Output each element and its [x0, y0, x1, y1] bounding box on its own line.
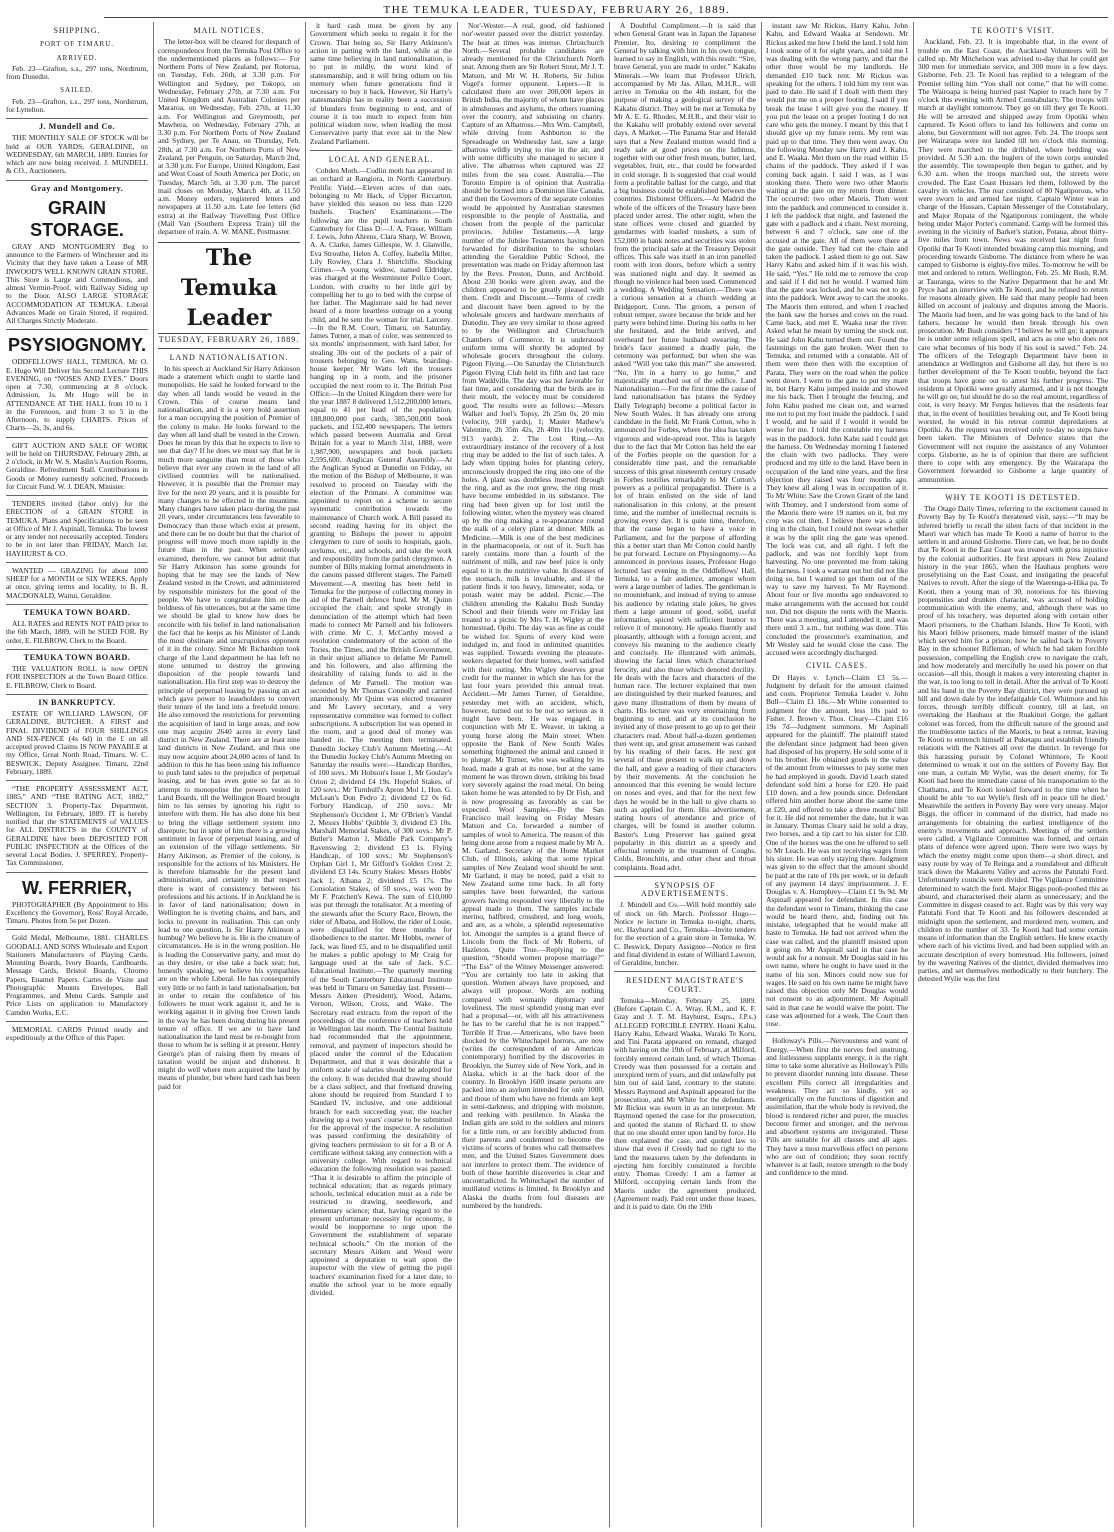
column-te-kooti	[918, 22, 1108, 1527]
bankruptcy-heading: IN BANKRUPTCY.	[38, 697, 116, 707]
court-heading: RESIDENT MAGISTRATE'S COURT.	[625, 976, 745, 994]
property-tax-ad: “THE PROPERTY ASSESSMENT ACT, 1885,” AND “THE RATING ACT, 1882,” SECTION 3. Property-Tax Department, Wellington, 1st February, 1889. IT is hereby notified that the STATEMENTS of VALUES for ALL DISTRICTS in the COUNTY of GERALDINE have been DEPOSITED FOR PUBLIC INSPECTION at the Offices of the several Local Bodies. J. SPERREY, Property-Tax Commissioner.	[6, 784, 148, 868]
physiognomy-heading: PSYSIOGNOMY.	[7, 335, 147, 356]
column-court	[614, 22, 756, 1527]
page-masthead: THE TEMUKA LEADER, TUESDAY, FEBRUARY 26, 1889.	[383, 4, 731, 16]
divider	[6, 649, 148, 650]
civil-cases-text: Dr Hayes v. Lynch—Claim £3 5s.—Judgment by default for the amount claimed and costs. Proprietor Temuka Leader v. John Bull—Claim £1 18s.—Mr White consented to judgment for the amount, less 10s paid to Fisher. J. Brown v. Thos. Cleary—Claim £16 19s 7d—Judgment summons. Mr Aspinall appeared for the plaintiff. The plaintiff stated the defendant since judgment had been given had disposed of his property. He sold some of it to his brother. He obtained goods to the value of the amount from witnesses to pay some men he had employed in goods. David Leach stated defendant sold him a horse for £20. He paid £10 down, and a few pounds since. Defendant offered him another horse about the same time at £20, and offered to take a three months' bill for it. He did not remember the date, but it was in January. Thomas Cleary said he sold a dray, two horses, and a tip cart to his sister for £30. One of the horses was the one he offered to sell to Mr Leach. He was not receiving wages from his sister. He was only staying there. Judgment was given to the effect that the amount should be paid at the rate of 10s per week, or in default of any payment 14 days' imprisonment. J. F. Douglas v. A. Humphrey—Claim £1 9s 9d. Mr Aspinall appeared for defendant. In this case the defendant went to Timaru, thinking the case would be heard there, and, finding out his mistake, telegraphed that he would make all haste to Temuka. He had not arrived when the case was called, and the plaintiff insisted upon it going on. Mr Aspinall said in that case he would ask for a nonsuit. Mr Douglas said in his own name, where he ought to have sued in the name of his son. Minors could now sue for wages. He said on his own name he might have raised this objection only Mr Douglas would not consent to an adjournment. Mr Aspinall said in that case he would waive the point. The case was adjourned for a week. The Court then rose.	[766, 672, 908, 1028]
ferrier-heading: W. FERRIER,	[21, 877, 132, 898]
wanted-ad: WANTED — GRAZING for about 1000 SHEEP for a MONTH or SIX WEEKS. Apply at once, giving terms and locality, to B. R. MACDONALD, Waitui, Geraldine.	[6, 565, 148, 600]
leader-continuation: it hard cash must be given by any Government which seeks to regain it for the Crown. That being so, Sir Harry Atkinson's action in parting with the land, while at the same time believing in land nationalisation, is to put in mildly, the worst kind of statesmanship, and it will bring odium on his memory when future generations find it necessary to buy it back. However, Sir Harry's statesmanship has in reality been a succession of blunders from beginning to end, and of course it is too much to expect from him political wisdom now, when leading the most Conservative party that ever sat in the New Zealand Parliament.	[310, 22, 452, 146]
news-items-text: Nor'-Wester.—A real, good, old fashioned nor'-wester passed over the district yesterday. The heat at times was intense. Christchurch North.—Several probable candidates are already mentioned for the Christchurch North seat. Among them are Sir Robert Stout, Mr J. T. Matson, and Mr W. H. Roberts, Sir Julius Vogel's former opponent. Lepers.—It is calculated there are over 200,000 lepers in British India, the majority of whom have places in almshouses and asylums, the others roaming over the country, and subsisting on charity. Capture of an Albatross.—Mrs Wm. Campbell, while driving from Ashburton to the Spreadeagle on Wednesday last, saw a large albatross wildly trying to rise in the air, and with some difficulty she managed to secure it alive. The albatross when captured was 22 miles from the sea coast. Australia.—The Toronto Empire is of opinion that Australia should be formed into a Dominion like Canada, and then the Governors of the separate colonies would be appointed by Australian statesmen responsible to the people of Australia, and chosen from the people of the particular provinces. Jubilee Testaments.—A large number of the Jubilee Testaments having been forwarded for distribution to the scholars attending the Geraldine Public School, the presentation was made on Friday afternoon last by the Revs. Preston, Dunn, and Archbold. About 230 books were given away, and the children appeared to be greatly pleased with them. Credit and Discount.—Terms of credit and discount have been agreed to by the wholesale grocers and hardware merchants of Dunedin. They are very similar to those agreed to by the Wellington and Christchurch Chambers of Commerce. It is understood uniform terms will shortly be adopted by wholesale grocers throughout the colony. Pigeon Flying.—On Saturday the Christchurch Pigeon Flying Club held its fifth and last race from Waddville. The day was not favorable for fast time, and considering that the birds are in their moult, the velocity must be considered good. The results were as follows:—Messrs Walker and Joel's Topsy, 2h 25m 0s, 20 min (velocity, 918 yards), 1; Master Mathew's Valentine, 2h 35m 42s, 2h 40m 11s (velocity, 913 yards), 2. The Lost Ring.—An extraordinary instance of the recovery of a lost ring may be added to the list of such tales. A lady when tipping holes for planting celery, unconsciously dropped the ring into one of the holes. A plant was doubtless inserted through the ring, and as the root grew, the ring must have become embedded in its substance. The ring had been given up for lost until the following winter, when the mystery was cleared up by the ring making a re-appearance round the stalk of a celery plant at dinner. Milk as Medicine.—Milk is one of the best medicines in the pharmacopoeia, or out of it. Such has rarely contains more than a fourth of the nutriment of milk, and raw beef juice is only equal to it in the nutritive value. In diseases of the stomach, milk is invaluable, and if the patient finds it too heavy, limewater, soda, or potash water may be added. Picnic.—The children attending the Kakahu Bush Sunday School and their friends were on Friday last treated to a picnic by Mrs T. H. Wigley at the homestead, Opihi. The day was as fine as could be wished for. Sports of every kind were indulged in, and food in unlimited quantities was supplied. Towards evening the pleasure-seekers departed for their homes, well satisfied with their outing. Mrs Wigley deserves great credit for the manner in which she has for the last four years provided this annual treat. Accident.—Mr James Turner, of Geraldine, yesterday met with an accident, which, however, turned out to be not so serious as it might have been. He was engaged, in conjunction with Mr E. Weaver, in taking a young horse along the Main street. When opposite the Bank of New South Wales something frightened the animal and caused it to plunge. Mr Turner, who was walking by its head, made a grab at its nose, but at the same moment he was thrown down, striking his head very severely against the road metal. On being taken home he was attended to by Dr Fish, and is now progressing as favorably as can be expected. Wool Samples.—By the San Francisco mail leaving on Friday Messrs Matson and Co. forwarded a number of samples of wool to America. The reason of this being done arose from a request made by Mr A. M. Garland, Secretary of the Home Market Club, of Illinois, asking that some typical samples of New Zealand wool should be sent. Mr Garland, it may be noted, paid a visit to New Zealand some time back. In all forty samples have been forwarded, the various growers having responded very liberally to the appeal made to them. The samples include merino, halfbred, crossbred, and long wools, and are, as a whole, a splendid representative lot. Amongst the samples is a grand fleece of Lincoln from the flock of Mr Roberts, of Hazleton. Quite True.—Replying to the question, “Should women propose marriage?” “The Ess” of the Witney Messenger answered: “You are certainly too late in asking that question. Women always have proposed, and always will propose. Words are nothing compared with womanly diplomacy and loveliness. The most splendid young man ever had a proposal—or, with all his attractiveness he has to be careful that he is not trapped.” Terrible If True.—Americans, who have been shocked by the Whitechapel horrors, are now (writes the correspondent of an American contemporary) horrified by the discoveries in Brooklyn, the Surrey side of New York, and in Alaska, which is at the back door of the country. In Brooklyn 1600 insane persons are packed into an asylum intended for only 1000, and those of them who have no friends are kept in semi-darkness, and dripping with moisture, and reeking with pestilence. In Alaska the Indian girls are sold to the soldiers and miners for a little rum, or are forcibly abducted from their parents and condemned to become the victims of scores of brutes who call themselves men, and the United States Government does not interfere to protect them. The evidence of both of these horrible discoveries is clear and uncontradicted. In Whitechapel the number of mutilated victims is limited. In Brooklyn and Alaska the deaths from foul diseases are numbered by the hundreds.	[462, 22, 604, 1210]
tenders-ad: TENDERS invited (labor only) for the ERECTION of a GRAIN STORE in TEMUKA. Plans and Specifications to be seen at Office of Mr J. Aspinall, Temuka. The lowest or any tender not necessarily accepted. Tenders to be in not later than FRIDAY, March 1st. HAYHURST & CO.	[6, 499, 148, 558]
divider	[6, 329, 148, 330]
physiognomy-ad: ODDFELLOWS' HALL, TEMUKA. Mr O. E. Hugo Will Deliver his Second Lecture THIS EVENING, on “NOSES AND EYES.” Doors open at 7.30, commencing at 8 o'clock. Admission, 1s. Mr Hugo will be in ATTENDANCE AT THE HALL from 10 to 1 in the Forenoon, and from 3 to 5 in the Afternoon, to supply CHARTS. Prices of Charts—2s, 3s, and 6s.	[6, 357, 148, 433]
column-advertisements	[6, 22, 148, 1527]
civil-cases-heading: CIVIL CASES.	[806, 661, 868, 671]
sailing-entry: Feb. 23—Grafton, s.s., 297 tons, Nordstrum, for Lyttelton.	[6, 96, 148, 114]
column-rule	[609, 22, 610, 1527]
arrival-entry: Feb. 23—Grafton, s.s., 297 tons, Nordtrum, from Dunedin.	[6, 63, 148, 81]
column-rule	[457, 22, 458, 1527]
column-rule	[913, 22, 914, 1527]
mail-notices-heading: MAIL NOTICES.	[193, 26, 265, 35]
leader-article: In his speech at Auckland Sir Harry Atkinson made a statement which ought to startle land monopolists. He said he looked forward to the day when all lands would be vested in the Crown. This of course means land nationalisation, and it is a very bold assertion for a man occupying the position of Premier of the colony to make. He looks forward to the day when all land shall be vested in the Crown. Does he mean by this that he expects to live to see that day? If he does we must say that he is much more sanguine than most of those who believe that ever any crown in the land of all civilised countries will be nationalised. However, it is possible that the Premier may live for the next 20 years, and it is possible for many changes to be effected in the meantime. Many changes have taken place during the past 20 years, under circumstances less favorable to Democracy than those which exist at present, and there can be no doubt but that the chariot of progress will move much more rapidly in the future than in the past. When seriously examined, therefore, we cannot but admit that Sir Harry Atkinson has some grounds for hoping that he may see the lands of New Zealand vested in the Crown, and administered by responsible ministers for the good of the people. We have to congratulate him on the boldness of his utterances, but at the same time we should be glad to know how does he reconcile with his belief in land nationalisation the fact that he keeps as his Minister of Lands the most obstinate and unscrupulous opponent of it in the colony. Since Mr Richardson took charge of the Land department he has left no stone unturned to destroy the growing disposition of the people towards land nationalisation. His first step was to destroy the principle of perpetual leasing by passing an act which gave power to leaseholders to convert their tenure of the land into a freehold tenure. He also removed the restrictions for preventing the acquisition of land in large areas, and now one may acquire 2640 acres in every land district in New Zealand. There are at least nine land districts in New Zealand, and thus one may now acquire about 24,000 acres of land. In addition to this he has been using his influence to push land sales to the prejudice of perpetual leasing, and he has even gone so far as to attempt to monopolise the powers vested in Land Boards, till the Wellington Board brought him to his senses by ignoring his right to interfere with them. He has also done his best to bring the village settlement system into disrepute; but in spite of him there is a growing sentiment in favor of perpetual leasing, and of an extension of the village settlements. Sir Harry Atkinson, as Premier of the colony, is responsible for the actions of his Ministers. He is therefore blameable for the present land administration, and certainly in that respect there is want of consistency between his professions and his actions. If in Auckland he is in favor of land nationalisation; down in Wellington he is riveting chains, and bars, and locks to prevent its realisation. This can only lead to one question, Is Sir Harry Atkinson a humbug? We believe he is. He is the creature of circumstances. He is in the wrong position. He is leading the Conservative party, and must do as they desire, or else take a back seat; but, honestly speaking, we believe his sympathies are on the whole Liberal. He has consequently very little or no faith in land nationalisation, but in order to retain the confidence of his followers he must work against it, and he is working against it in giving free Crown lands in the way he has been doing during his present tenure of office. If we are to have land nationalisation the land must be re-bought from those to whom he is selling it at present. Henry George's plan of raising them by means of taxation would be unjust and dishonest. It might do well where men acquired the land by means of plunder, but where hard cash has been paid for	[158, 363, 300, 1091]
grain-storage-heading: GRAIN STORAGE.	[30, 197, 124, 240]
synopsis-text: J. Mundell and Co.—Will hold monthly sale of stock on 6th March. Professor Hugo—Notice re lecture in Temuka to-night, charts, etc. Hayhurst and Co., Temuka—Invite tenders for the erection of a grain store in Temuka. W. C. Beswick, Deputy Assignee—Notice re first and final dividend in estate of Williard Lawson, of Geraldine, butcher.	[614, 900, 756, 967]
masthead-rule	[104, 17, 1108, 18]
divider	[6, 872, 148, 873]
divider	[614, 971, 756, 972]
column-editorial	[158, 22, 300, 1527]
town-board-heading: TEMUKA TOWN BOARD.	[23, 652, 131, 662]
te-kooti-visit-heading: TE KOOTI'S VISIT.	[971, 26, 1055, 35]
valuation-roll-ad: THE VALUATION ROLL is now OPEN FOR INSPECTION at the Town Board Office. E. FILBROW, Clerk to Board.	[6, 664, 148, 690]
divider	[6, 118, 148, 119]
news-items-text: A Doubtful Compliment.—It is said that when General Grant was in Japan the Japanese Premier, Ito, desiring to compliment the General by talking with him in his own tongue, learned to say in English, with this result: “Sire, brave General, you are made to order.” Kakahu Minerals.—We learn that Professor Ulrich, accompanied by Mr Jas. Allan, M.H.R., will arrive in Temuka on the 4th instant, for the purpose of making a geological survey of the Kakahu district. They will be met at Temuka by Mr A. E. G. Rhodes, M.H.R., and their visit to the Kakahu will probably extend over several days. A Market.—The Panama Star and Herald says that a New Zealand mutton would find a ready sale at good prices on the Isthmus, together with our other fresh meats, butter, lard, vegetables, fruit, etc., that could be forwarded in cold storage. It is suggested that coal would form a profitable ballast for the cargo, and that a big business could be established between the countries. Dishonest Officers.—At Madrid the whole of the officers of the Treasury have been placed under arrest. The other night, when the state offices were closed and guarded by gendarmes with loaded muskets, a sum of £52,000 in bank notes and securities was stolen from the principal safe at the Treasury Deposit offices. This safe was itself in an iron panelled room with iron doors, before which a sentry was stationed night and day. It seemed as though no violence had been used. Commenced a wedding. A Wedding Sensation.—There was a curious sensation at a church wedding at Bridgeport, Conn. The groom, a person of robust temper, swore because the bride and her party were behind time. During his oaths to her she hesitated, and the bride arrived, and overheard her future husband swearing. The bride's face assumed a deadly pale, the ceremony was performed, but when she was asked “Will you take this man?” she answered, “No, I'm in a hurry to go home,” and majestically marched out of the edifice. Land Nationalisation.—For the first time the cause of land nationalisation has (states the Sydney Daily Telegraph) become a political factor in New South Wales. It has already one strong candidate in the field, Mr Frank Cotton, who is announced for Forbes, where the idea has taken vigorous and wide-spread root. This is largely due to the fact that Mr Cotton has held the ear of the Forbes people on the question for a considerable time past, and the remarkable success of this great nineteenth century crusade in Forbes testifies remarkably to Mr Cotton's powers as a political propagandist. There is a lot of brain enlisted on the side of land nationalisation in this colony, at the present time, and the number of intellectual recruits is growing every day. It is quite time, therefore, that the cause began to have a voice in Parliament, and for the purpose of affording this a better start than Mr Cotton could hardly be put forward. Lecture on Physiognomy.—As announced in previous issues, Professor Hugo lectured last evening in the Oddfellows' Hall, Temuka, to a fair audience, amongst whom were a large number of ladies. The gentleman is no mountebank, and instead of trying to amuse his audience by relating stale jokes, he gives them a large amount of good, solid, useful information, spiced with sufficient humor to relieve it of monotony. He speaks fluently and pleasantly, although with a foreign accent, and conveys his meaning to the audience clearly and concisely. He illustrated with animals, showing the facial lines which characterised ferocity, and also those which denoted docility. He deals with the faces and characters of the human race. The lecturer explained that men are distinguished by their marked features, and gave many illustrations of them by means of charts. His lecture was very entertaining from beginning to end, and at its conclusion he invited any of those present to go up to get their characters read. About half-a-dozen gentlemen then went up, and great amusement was caused by his reading of their faces. He next got several of those present to walk up and down the hall, and gave a reading of their characters by their movements. At the conclusion he announced that this evening he would lecture on noses and eyes, and that for the next few days he would be in the hall to give charts to such as applied for them. His advertisement, stating hours of attendance and price of charges, will be found in another column. Baxter's Lung Preserver has gained great popularity in this district as a speedy and effectual remedy in the treatment of Coughs, Colds, Bronchitis, and other chest and throat complaints. Read advt.	[614, 22, 756, 872]
divider	[6, 604, 148, 605]
divider	[6, 780, 148, 781]
divider	[6, 495, 148, 496]
arrived-label: ARRIVED.	[56, 53, 98, 62]
divider	[918, 488, 1108, 489]
land-nationalisation-heading: LAND NATIONALISATION.	[169, 352, 289, 362]
gift-auction-ad: GIFT AUCTION AND SALE OF WORK will be held on THURSDAY, February 28th, at 2 o'clock, in Mr W. S. Maslin's Auction Rooms, Geraldine. Refreshment Stall. Contributions in Goods or Money earnestly solicited. Proceeds for Circuit Fund. W. J. DEAN, Minister.	[6, 440, 148, 491]
sailed-label: SAILED.	[60, 86, 94, 95]
town-board-rates-ad: ALL RATES and RENTS NOT PAID prior to the 6th March, 1889, will be SUED FOR. By order, E. FILBROW, Clerk to the Board.	[6, 619, 148, 645]
divider	[766, 1032, 908, 1033]
mail-notices-text: The letter-box will be cleared for despatch of correspondence from the Temuka Post Office to the undermentioned places as follows:— For Northern Ports of New Zealand, per Rotorua, on Tuesday, Feb. 26th, at 3.30 p.m. For Wellington and Sydney, per Tokopo, on Wednesday, February 27th, at 7.30 a.m. For United Kingdom and Australian Colonies per Mararoa, on Wednesday, Feb. 27th, at 11.30 a.m. For Wellington and Greymouth, per Mawhera, on Wednesday, February 27th, at 3.30 p.m. For Northern Ports of New Zealand and Sydney, per Te Anau, on Thursday, Feb. 28th, at 7.30 a.m. For Northern Ports of New Zealand, per Penguin, on Saturday, March 2nd, at 3.30 p.m. For Europe, United Kingdom, East and West Coast of South America per Doric, on Tuesday, March 5th, at 3.30 p.m. The parcel mail closes on Monday, March 4th, at 11.50 a.m. Money orders, registered letters and newspapers at 11.50 a.m. Late fee letters (6d extra) at the Railway Travelling Post Office (Mail Van (Southern Express Train) till the departure of train. A. W. MANE, Postmaster.	[158, 37, 300, 236]
column-rule	[761, 22, 762, 1527]
column-rule	[153, 22, 154, 1527]
shipping-heading: SHIPPING.	[53, 26, 101, 35]
column-news-items	[462, 22, 604, 1527]
memorial-cards-ad: MEMORIAL CARDS Printed neatly and expeditiously at the Office of this Paper.	[6, 1024, 148, 1042]
divider	[6, 1021, 148, 1022]
court-report: Temuka—Monday, February 25, 1889. (Before Captain C. A. Wray, R.M., and K. F. Gray and J. T. M. Hayhurst, Esqrs., J.P.s.) ALLEGED FORCIBLE ENTRY. Hoani Kahu, Harry Kahu, Edward Waaka, Waraki Te Koru, and Tini Parata appeared on remand, charged with having on the 19th of February, at Milford, forcibly entered certain land, of which Thomas Creedy was then possessed for a certain and unexpired term of years, and did unlawfully put him out of said land, contrary to the statute. Messrs Raymond and Aspinall appeared for the prosecution, and Mr White for the defendants. Mr Rickus was sworn in as an interpreter. Mr Raymond opened the case for the prosecution, and quoted the statute of Richard II. to show that no one should enter upon land by force. He then explained the case, and quoted law to show that even if Creedy had no right to the land the measures taken by the defendants in ejecting him forcibly constituted a forcible entry. Thomas Creedy: I am a farmer at Milford, occupying certain lands from the Maoris under the agreement produced, (Agreement read). Paid rent under those leases, and it is paid to date. On the 19th	[614, 995, 756, 1211]
town-board-heading: TEMUKA TOWN BOARD.	[23, 607, 131, 617]
divider	[310, 150, 452, 151]
ferrier-ad: PHOTOGRAPHER (By Appointment to His Excellency the Governor), Ross' Royal Arcade, Timaru. Photos from 5s per Dozen.	[6, 899, 148, 925]
mundell-heading: J. Mundell and Co.	[38, 122, 116, 131]
synopsis-heading: SYNOPSIS OF ADVERTISEMENTS.	[640, 880, 730, 898]
te-kooti-detested-heading: WHY TE KOOTI IS DETESTED.	[945, 492, 1081, 502]
te-kooti-detested-text: The Otago Daily Times, referring to the excitement caused in Poverty Bay by Te Kooti's threatened visit, says:—“It may be inferred briefly to recall the silent facts of that incident in the Maori war which has made Te Kooti a name of horror to the settlers in and around Gisborne. There can, we fear, be no doubt that Te Kooti in the East Coast was treated with gross injustice by the colonial authorities. He first appears in New Zealand history in the year 1865, when the Hauhaus prophets were proselytising on the East Coast, and instigating the peaceful Natives to revolt. After the siege of the Waerenga-a-Hika pa, Te Kooti, then a young man of 30, notorious for his thieving propensities and drunken character, was accused of holding communication with the enemy, and, although there was no proof of his treachery, was deported along with certain other Maori prisoners, to the Chatham Islands. How Te Kooti, with his Maori fellow prisoners, made himself master of the island which served him for a prison; how he sailed back to Poverty Bay in the schooner Rifleman, of which he had taken forcible possession, compelling the English crew to navigate the craft, and how moderately and mercifully he used his power on that occasion—all this, though it makes a very interesting chapter in the war, is too long to tell in detail. After the arrival of Te Kooti and his band in the Poverty Bay district, they were pursued up hill and down dale by the indefatigable Col. Whitmore and his forces, through terribly difficult country, till at last, on overtaking the Hauhaus at the Ruakituri Gorge, the gallant colonel was forced, from the difficult nature of the ground and the troublesome tactics of the Maoris, to beat a retreat, leaving Te Kooti to entrench himself at Puketapu and establish friendly relations with the Natives all over the district. In revenge for this harassing pursuit by Colonel Whitmore, Te Kooti determined to wreak it out on the settlers of Poverty Bay. But one man, a certain Mr Wylie, was the desert enemy, for Te Kooti had been the immediate cause of his transportation to the Chathams, and Te Kooti looked forward to the time when he should be able ‘to eat Wylie's flesh off in peace till he died.’ Meanwhile the settlers in Poverty Bay were very uneasy. Major Biggs, the officer in command of the district, had made no arrangements for obtaining the earliest intelligence of the enemy's movements and approach. Meetings of the settlers were called, a Vigilance Committee was formed, and certain plans of defence were agreed upon. There were two ways by which the enemy might come upon them—a short direct, and easy route by way of Te Reinga and a roundabout and difficult track down the Makaretu Valley and across the Patutahi Ford. Unfortunately councils were divided. The Vigilance Committee determined to watch the ford. Major Biggs pooh-poohed this as absurd, and characterised their alarm as unnecessary; and the Committee in disgust ceased to act. Right was by this very way Patutahi Ford that Te Kooti and his followers descended at midnight upon the settlement, and murdered men, women, and children to the number of 33. Te Kooti had had some certain means of information than the English settlers. He knew exactly where each of his victims lived, and had been supplied with an accurate description of every homestead. His followers, joined by the wavering Natives of the district, divided themselves into parties, and set themselves methodically to their butchery. The detested Wylie was the first	[918, 504, 1108, 984]
divider	[6, 694, 148, 695]
gray-heading: Gray and Montgomery.	[30, 183, 124, 193]
te-kooti-visit-text: Auckland, Feb. 23. It is improbable that, in the event of trouble on the East Coast, the Auckland Volunteers will be called up. Mr Mitchelson was advised to-day that he could get 300 men for immediate service, and 300 more in a few days. Gisborne, Feb. 23. Te Kooti has replied to a telegram of the Premier telling him “You shall not come,” that he will come. The Wairoapa is being hurried past Napier to reach here by 7 o'clock this evening with Armed Constabulary. The troops will march at daylight tomorrow. They go on till they get Te Kooti. He will be arrested and shipped away from Opotiki when captured. Te Kooti offers to land his followers and come on alone, but Government will not agree. Feb. 24. The troops sent per Wairarapa were not landed till ten o'clock this morning. They were marched to the drillshed, where bedding was provided. At 5.30 a.m. the buglers of the town corps sounded the assembly. The townspeople then began to gather, and by 6.30 a.m. when the troops marched out, the streets were crowded. The East Coast Hussars led them, followed by the cavalry in vehicles. The rear consisted of 80 Ngatiporous, who were sworn in and armed last night. Captain Winter was in charge of the Hussars, Captain Messenger of the Constabulary, and Major Ropata of the Ngatiporous contingent, the whole being under Major Porter's command. Camp will be formed this evening in the vicinity of Barker's station, Potaua, about thirty-five miles from town. News was received last night from Opotiki that Te Kooti intended breaking camp this morning, and proceeding towards Gisborne. The distance from where he was camped to Gisborne is eighty-five miles. To-morrow he will be met and ordered to return. Wellington, Feb. 25. Mr Bush, R.M. at Tauranga, wires to the Native Department that he and Mr Pryce had an interview with Te Kooti, and he refused to return for reasons already given. He said that many people had been killed on account of jealousy and disputes among the Maoris. The Maoris had been, and he was going back to the land of his fathers, because he would then break through his own prosecution. Mr Bush considers “I believe he will go; it appears he is under some religious spell, and acts as one who does not care what becomes of his body if his soul is saved.” Feb. 24. The officers of the Telegraph Department have been in attendance at Wellington and Gisborne all day, but there is no further development of the Te Kooti trouble, beyond the fact that troops have gone out to arrest his further progress. The residents at Opotiki were greatly alarmed, and it is not thought he will go on; but should he do so the real amount, regardless of cost, is very heavy. Mr Fergus believes that the residents fear that, in the event of hostilities breaking out, and Te Kooti being worsted, he would in his retreat commit depredations at Opotiki. As the request was received only to-day no steps have been taken. The Ministers of Defence states that the Government will not require the assistance of any Volunteer corps. Gisborne, as he is of opinion that there are sufficient there to cope with any emergency. By the Wairarapa the Government forwarded to Gisborne a large quantity of ammunition.	[918, 37, 1108, 484]
column-rule	[305, 22, 306, 1527]
local-general-text: Cobden Moth.—Codlin moth has appeared in an orchard at Rangiora, in North Canterbury. Prolific Yield.—Eleven acres of dun oats, belonging to Mr Hack, of Upper Riccarton, have yielded this season no less than 1220 bushels. Teachers' Examinations.—The following are the pupil teachers in South Canterbury for Class D:—J. A. Fraser, William J. Lewis, John Ahrens, Clara Sharp, W. Brown, A. A. Clarke, James Gillespie, W. J. Glanville, Eva Strouthe, Helen A. Coffey, Isabella Miller, Lily Rowley, Clara J. Shirtcliffe. Shocking Crimes.—A young widow, named Eldridge, was charged at the Westminster Police Court, London, with cruelty to her little girl by compelling her to go to bed with the corpse of her father. The Magistrate said he had never heard of a more heartless outrage on a young child, and he sent the woman for trial. Larceny.—In the R.M. Court, Timaru, on Saturday, James Turner, a man of color, was sentenced to six months' imprisonment, with hard labor, for stealing 30s out of the pockets of a pair of trousers belonging to Geo. Watts, boarding-house keeper. Mr Watts left the trousers hanging up in a room, and the prisoner occupied the next room to it. The British Post Office.—In the United Kingdom there were for the year 1887 8 delivered 1,512,200,000 letters, equal to 41 per head of the population, 188,800,000 post cards, 385,500,000 book packets, and 152,400 newspapers. The letters which passed between Australia and Great Britain for a year to March 31st, 1888, were 1,987,900, newspapers and book packets 2,595,600. Anglican General Assembly.—At the Anglican Synod at Dunedin on Friday, on the motion of the Bishop of Melbourne, it was resolved to proceed on Tuesday with the election of the Primate. A committee was appointed to report on a scheme to secure systematic contribution towards the maintenance of Church work. A Bill passed its second reading having for its object the granting to Bishops the power to appoint clergymen to cure of souls to hospitals, gaols, asylums, etc., and schools, and take the work and responsibility from the parish clergymen. A number of Bills making formal amendments in the canons passed different stages. The Parnell Movement.—A meeting has been held in Temuka for the purpose of collecting money in aid of the Parnell defence fund. Mr M. Quinn occupied the chair, and spoke strongly in denunciation of the attempt which had been made to connect Mr Parnell and his followers with crime. Mr C. J. McCarthy moved a resolution condemnatory of the action of the Tories, the Times, and the British Government, in their unjust alliance to defame Mr Parnell and his followers, and also affirming the desirability of raising funds to aid in the defence of Mr Parnell. The motion was seconded by Mr Thomas Connolly and carried unanimously. Mr Quinn was elected treasurer and Mr Lavery secretary, and a very representative committee was formed to collect subscriptions. A subscription list was opened in the room, and a good deal of money was handed in. The meeting then terminated. Dunedin Jockey Club's Autumn Meeting.—At the Dunedin Jockey Club's Autumn Meeting on Saturday the results were:—Handicap Hurdles, of 100 sovs.: Mr Hobson's Issue 1, Mr Goulay's Orion 2; dividend £4 19s. Hopeful Stakes, of 120 sovs.: Mr Turnbull's Apron Mol 1, Hon. G. McLean's Don Pedro 2; dividend £2 0s 6d. Forbury Handicap, of 250 sovs.: Mr Stephenson's Occident 1, Mr O'Brien's Vandal 2, Messrs Hobbs' Quibble 3; dividend £3 10s. Marshall Memorial Stakes, of 300 sovs.: Mr P. Butler's Marton 1, Middle Park Company's Ravenswing 2; dividend £3 1s. Flying Handicap, of 100 sovs.: Mr Stephenson's Orphan Girl 1, Mr Gifford's Golden Crest 2; dividend £3 14s. Scurry Stakes: Messrs Hobbs' Jack 1, Albana 2; dividend £5 17s. The Consolation Stakes, of 50 sovs., was won by Mr F. Pratchett's Kewa. The sum of £10,000 was put through the totalisator. At a meeting of the stewards after the Scurry Race, Brown, the rider of Albana, and Hollow, the rider of Louie, were disqualified for three months for disobedience to the starter. Mr Hobbs, owner of Jack, was fined £5, and to be disqualified until he makes a public apology to Mr Craig for language used at the sale of Jack. S.C. Educational Institute.—The quarterly meeting of the South Canterbury Educational Institute was held in Timaru on Saturday last. Present—Messrs Aitken (President), Wood, Adams, Vernon, Wilson, Cross, and Wake. The Secretary read extracts from the report of the proceedings of the conference of teachers held in Wellington last month. The Central Institute had recommended that the appointment, removal, and payment of inspectors should be placed under the control of the Education Department, and that it was desirable that a uniform scale of salaries should be adopted for the colony. It was decided that drawing should be a class subject, and that freehand drawing alone should be required from Standard I to Standard IV, inclusive, and one additional branch for each succeeding year, the teacher drawing up a two years' course to be submitted for the approval of the inspector. A resolution was passed confirming the desirability of giving teachers permission to sit for a B or A certificate without taking any connection with a university college. With regard to technical education the following resolution was passed: “That it is desirable to affirm the principle of technical education; that as regards primary schools, technical education must as a rule be restricted to drawing, needlework, and elementary science; that, having regard to the present unfortunate necessity for economy, it would be inopportune to urge upon the Government the establishment of separate technical schools.” On the motion of the secretary Messrs Aitken and Wood were appointed a deputation to wait upon the inspector with the view of getting the pupil teachers' examination fixed for a later date, to enable the school year to be more equally divided.	[310, 166, 452, 1297]
divider	[6, 180, 148, 181]
port-heading: PORT OF TIMARU.	[39, 40, 115, 49]
issue-date: TUESDAY, FEBRUARY 26, 1889.	[158, 336, 300, 348]
column-court-continued	[766, 22, 908, 1527]
holloway-ad: Holloway's Pills.—Nervousness and want of Energy.—When first the nerves feel unstrung, and listlessness supplants energy, it is the right time to take some alterative as Holloway's Pills to prevent disorder running into disease. These excellent Pills correct all irregularities and weakness. They act so kindly, yet so energetically on the functions of digestion and assimilation, that the whole body is revived, the blood is rendered richer and purer, the muscles become firmer and stronger, and the nervous and absorbent systems are invigorated. These Pills are suitable for all classes and all ages. They have a most marvellous effect on persons who are out of condition; they soon rectify whatever is at fault, restore strength to the body and confidence to the mind.	[766, 1036, 908, 1178]
divider	[6, 437, 148, 438]
local-general-heading: LOCAL AND GENERAL.	[328, 154, 434, 164]
divider	[6, 929, 148, 930]
column-local-news	[310, 22, 452, 1527]
goodall-ad: Gold Medal, Melbourne, 1881. CHARLES GOODALL AND SONS Wholesale and Export Stationers Manufacturers of Playing Cards, Mounting Boards, Ivory Boards, Cardboards, Message Cards, Bristol Boards, Chromo Papers, Enamel Papers. Cartes de Visite and Photographic Mounts Envelopes, Ball Programmes, and Menu Cards. Sample and Price Lists on application to Manufactory Camden Works, E.C.	[6, 933, 148, 1017]
divider	[6, 562, 148, 563]
bankruptcy-ad: ESTATE OF WILLIARD LAWSON, OF GERALDINE, BUTCHER. A FIRST and FINAL DIVIDEND of FOUR SHILLINGS AND SIX-PENCE (4s 6d) in the £ on all accepted proved Claims IS NOW PAYABLE at my Office, Great North Road, Timaru. W. C. BESWICK, Deputy Assignee. Timaru, 22nd February, 1889.	[6, 709, 148, 776]
newspaper-nameplate: The Temuka Leader	[158, 242, 300, 334]
grain-storage-ad: GRAY AND MONTGOMERY Beg to announce to the Farmers of Winchester and its Vicinity that they have taken a Lease of MR INWOOD'S WELL KNOWN GRAIN STORE. This Store is Large and Commodious, and almost Vermin-Proof, with Railway Siding up to the Door. ALSO LARGE STORAGE ACCOMMODATION AT TEMUKA. Liberal Advances Made on Grain Stored, if required. All Charges Strictly Moderate.	[6, 241, 148, 325]
divider	[614, 876, 756, 877]
court-report-continued: instant saw Mr Rickus, Harry Kahu, John Kahu, and Edward Waaka at Sendown. Mr Rickus asked me how I held the land. I told him I took some of it for eight years, and told me I was dealing with the wrong party, and that the other three would be my landlords. He demanded £10 back rent. Mr Rickus was speaking for the others. I told him my rent was paid to date. He said if I dealt with them they would put me on a proper footing. I said if you break the lease I will give you the money. If you put the lease on a proper footing I do not care who gets the money. I meant by this that I should give up my future rents. My rent was paid up to that time. They then went away. On the following Monday saw Harry and J. Kahu, and E. Waaka. Met them on the road within 15 chains of the paddock. They asked if I was coming back again. I said I was, as I was stooking there. There were two other Maoris waiting at the gate on my return from dinner. The occurred: two other Maoris. Then went into the paddock and commenced to consider it. I left the paddock that night, and fastened the gate with a padlock and a chain. Next morning, between 6 and 7 o'clock, saw one of the accused at the gate. All of them were there at the gate outside. They had cut the chain and taken the padlock. I asked them to go out. Saw Harry Kahu and asked him if it was his wish. He said, “Yes.” He told me to remove the crop and said if I did not he would. I warned him that the gate was locked, and he was not to go into the paddock. Went away to cart the stooks. The Maoris then entered, and when I reached the bank saw the horses and cows on the road. Came back, and met E. Waaka near the river. Asked what he meant by turning the stock out. He said John Kahu turned them out. Found the fastenings on the gate broken. Went then to Temuka, and returned with a constable. All of them were there then with the exception of Parata. They were on the road when the police went down. I went to the gate to put my mare in, but Harry Kahu jumped inside and showed me his back. Then I brought the fencing, and John Kahu pushed me clean out, and warned me not to put my foot inside the paddock. I said I would, and he said if I would it would be worse for me. I told the constable my harness was in the paddock. John Kahu said I could get the harness. On Wednesday morning I fastened the chain with two padlocks. They were produced and my title to the land. Have been in occupation of the land nine years, and the first objection they raised was four months ago. They knew all along I was in occupation of it. To Mr White: Saw the Crown Grant of the land with Thomey, and I understood from some of the Maoris there were 19 names on it, but my crop was cut then. I believe there was a split ring in the chain, but I could not swear whether it was by the split ring the gate was opened. The lock was cut, and all right. I left the padlock, and was not forcibly kept from harvesting. No one prevented me from taking the harness. I took a warrant out but did not like doing so, but I wanted to get them out of the way to save my harvest. To Mr Raymond: About four or five months ago endeavored to make arrangements with the accused but could not. Did not dispute the rents with the Maoris. There was a meeting, and I attended it, and was there until 3 a.m., but nothing was done. This concluded the prosecutor's examination, and Mr Wesley said he would close the case. The accused were accordingly discharged.	[766, 22, 908, 657]
mundell-ad: THE MONTHLY SALE OF STOCK will be held at OUR YARDS, GERALDINE, on WEDNESDAY, 6th MARCH, 1889. Entries for which are now being received. J. MUNDELL & CO., Auctioneers.	[6, 133, 148, 176]
